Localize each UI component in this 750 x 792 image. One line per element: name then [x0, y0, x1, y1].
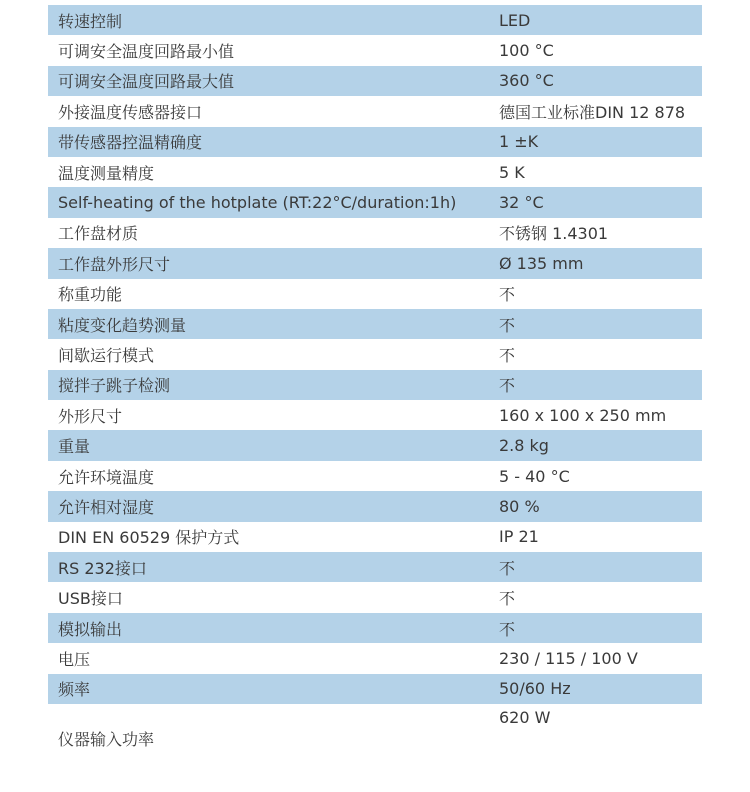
spec-row-viscosity-trend — [48, 309, 702, 339]
spec-row-safety-temp-min — [48, 35, 702, 65]
spec-value: 50/60 Hz — [489, 674, 702, 704]
spec-value: 不 — [489, 370, 702, 400]
spec-value: 1 ±K — [489, 127, 702, 157]
spec-row-dimensions — [48, 400, 702, 430]
spec-value: 360 °C — [489, 66, 702, 96]
spec-value: 100 °C — [489, 35, 702, 65]
spec-table-body — [48, 5, 702, 754]
spec-label: RS 232接口 — [48, 552, 489, 582]
spec-label: DIN EN 60529 保护方式 — [48, 522, 489, 552]
spec-value: 5 - 40 °C — [489, 461, 702, 491]
spec-value: 620 W — [489, 704, 702, 754]
spec-row-plate-material — [48, 218, 702, 248]
spec-value: 不锈钢 1.4301 — [489, 218, 702, 248]
spec-label: 外形尺寸 — [48, 400, 489, 430]
spec-row-voltage — [48, 643, 702, 673]
spec-label: 粘度变化趋势测量 — [48, 309, 489, 339]
spec-value: 160 x 100 x 250 mm — [489, 400, 702, 430]
spec-label: 搅拌子跳子检测 — [48, 370, 489, 400]
spec-label: 温度测量精度 — [48, 157, 489, 187]
spec-row-sensor-interface — [48, 96, 702, 126]
spec-label: 仪器输入功率 — [48, 704, 489, 754]
spec-value: 不 — [489, 582, 702, 612]
spec-value: LED — [489, 5, 702, 35]
spec-label: 称重功能 — [48, 279, 489, 309]
spec-value: 德国工业标准DIN 12 878 — [489, 96, 702, 126]
spec-label: 带传感器控温精确度 — [48, 127, 489, 157]
spec-label: USB接口 — [48, 582, 489, 612]
spec-label: 转速控制 — [48, 5, 489, 35]
spec-value: 32 °C — [489, 187, 702, 217]
spec-row-usb — [48, 582, 702, 612]
spec-label: 可调安全温度回路最小值 — [48, 35, 489, 65]
spec-row-analog-output — [48, 613, 702, 643]
spec-value: 2.8 kg — [489, 430, 702, 460]
spec-label: 频率 — [48, 674, 489, 704]
spec-label: 工作盘外形尺寸 — [48, 248, 489, 278]
spec-label: 间歇运行模式 — [48, 339, 489, 369]
spec-value: 不 — [489, 339, 702, 369]
spec-row-frequency — [48, 674, 702, 704]
spec-label: 重量 — [48, 430, 489, 460]
spec-label: 允许环境温度 — [48, 461, 489, 491]
spec-row-ambient-temp — [48, 461, 702, 491]
spec-value: 不 — [489, 279, 702, 309]
spec-label: 允许相对湿度 — [48, 491, 489, 521]
spec-label: 模拟输出 — [48, 613, 489, 643]
spec-value: 230 / 115 / 100 V — [489, 643, 702, 673]
spec-row-sensor-accuracy — [48, 127, 702, 157]
spec-row-plate-dimensions — [48, 248, 702, 278]
spec-row-speed-control — [48, 5, 702, 35]
spec-label: 工作盘材质 — [48, 218, 489, 248]
spec-row-safety-temp-max — [48, 66, 702, 96]
spec-row-input-power — [48, 704, 702, 754]
spec-row-measure-accuracy — [48, 157, 702, 187]
spec-value: 80 % — [489, 491, 702, 521]
spec-table — [48, 5, 702, 754]
spec-row-stirbar-detection — [48, 370, 702, 400]
spec-row-self-heating — [48, 187, 702, 217]
spec-value: 不 — [489, 552, 702, 582]
spec-row-humidity — [48, 491, 702, 521]
spec-row-weight — [48, 430, 702, 460]
spec-value: 5 K — [489, 157, 702, 187]
spec-label: 电压 — [48, 643, 489, 673]
spec-value: 不 — [489, 613, 702, 643]
spec-value: 不 — [489, 309, 702, 339]
spec-row-weighing — [48, 279, 702, 309]
spec-row-protection-class — [48, 522, 702, 552]
spec-value: IP 21 — [489, 522, 702, 552]
spec-label: 外接温度传感器接口 — [48, 96, 489, 126]
spec-row-rs232 — [48, 552, 702, 582]
spec-label: Self-heating of the hotplate (RT:22°C/duration:1h) — [48, 187, 489, 217]
spec-label: 可调安全温度回路最大值 — [48, 66, 489, 96]
spec-row-intermittent-mode — [48, 339, 702, 369]
spec-value: Ø 135 mm — [489, 248, 702, 278]
